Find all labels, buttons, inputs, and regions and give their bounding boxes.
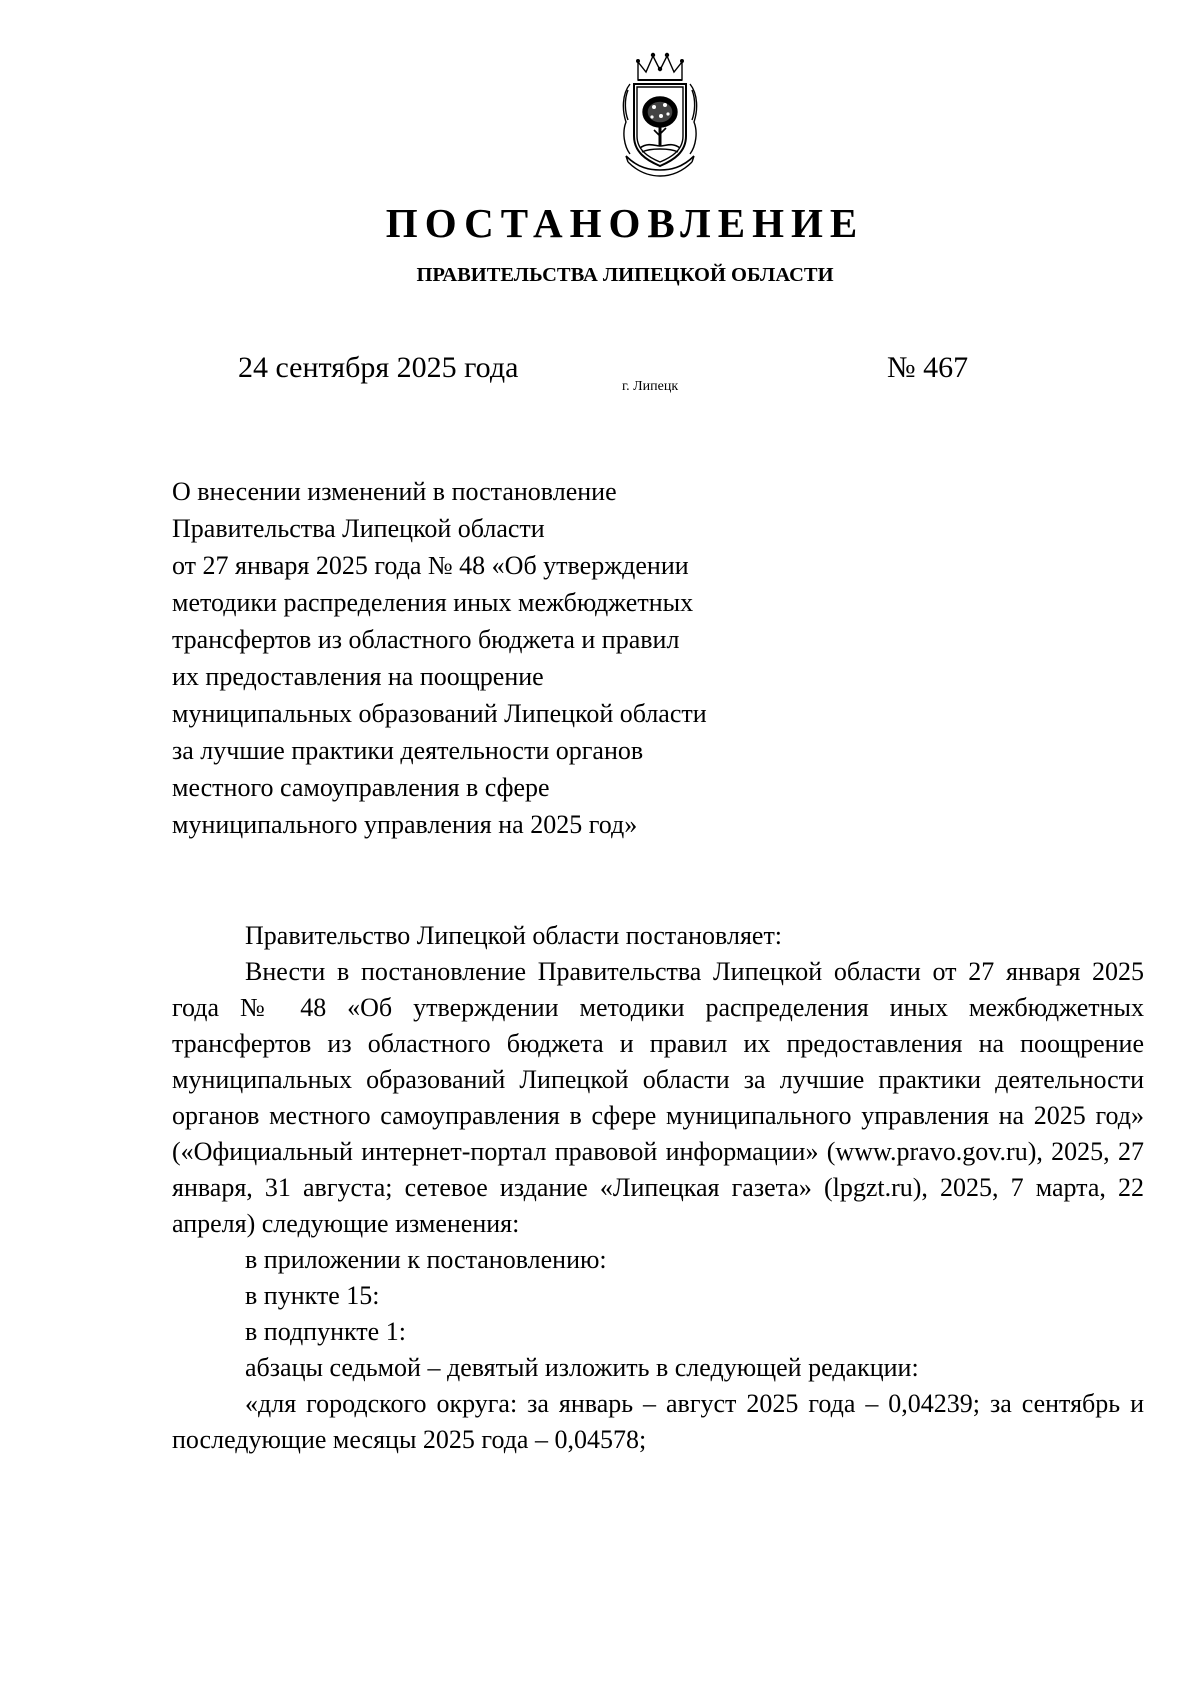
body-paragraph-clause: в пункте 15: bbox=[245, 1281, 380, 1310]
document-type-title: ПОСТАНОВЛЕНИЕ bbox=[385, 200, 865, 246]
body-paragraph-new-text: «для городского округа: за январь – август 2025 года – 0,04239; за сентябрь и последующие месяцы 2025 года – 0,04578; bbox=[172, 1389, 1144, 1454]
document-subject bbox=[172, 473, 792, 843]
subject-line: муниципальных образований Липецкой области bbox=[172, 699, 707, 728]
body-paragraph-subclause: в подпункте 1: bbox=[245, 1317, 406, 1346]
subject-line: местного самоуправления в сфере bbox=[172, 773, 550, 802]
subject-line: О внесении изменений в постановление bbox=[172, 477, 617, 506]
body-paragraph-amendment: Внести в постановление Правительства Липецкой области от 27 января 2025 года № 48 «Об утверждении методики распределения иных межбюджетных трансфертов из областного бюджета и правил их предоставления на поощрение муниципальных образований Липецкой области за лучшие практики деятельности органов местного самоуправления в сфере муниципального управления на 2025 год» («Официальный интернет-портал правовой информации» (www.pravo.gov.ru), 2025, 27 января, 31 августа; сетевое издание «Липецкая газета» (lpgzt.ru), 2025, 7 марта, 22 апреля) следующие изменения: bbox=[172, 957, 1144, 1238]
subject-line: от 27 января 2025 года № 48 «Об утверждении bbox=[172, 551, 689, 580]
document-number: № 467 bbox=[887, 351, 969, 384]
document-city: г. Липецк bbox=[622, 379, 679, 394]
subject-line: Правительства Липецкой области bbox=[172, 514, 545, 543]
subject-line: за лучшие практики деятельности органов bbox=[172, 736, 644, 765]
document-body bbox=[172, 918, 1144, 1458]
body-paragraph-resolution: Правительство Липецкой области постановляет: bbox=[245, 921, 783, 950]
issuing-authority: ПРАВИТЕЛЬСТВА ЛИПЕЦКОЙ ОБЛАСТИ bbox=[416, 264, 834, 286]
subject-line: муниципального управления на 2025 год» bbox=[172, 810, 638, 839]
coat-of-arms-icon bbox=[616, 50, 704, 178]
subject-line: их предоставления на поощрение bbox=[172, 662, 544, 691]
subject-line: методики распределения иных межбюджетных bbox=[172, 588, 694, 617]
subject-line: трансфертов из областного бюджета и правил bbox=[172, 625, 680, 654]
document-date: 24 сентября 2025 года bbox=[238, 351, 519, 384]
body-paragraph-appendix: в приложении к постановлению: bbox=[245, 1245, 607, 1274]
body-paragraph-instruction: абзацы седьмой – девятый изложить в следующей редакции: bbox=[245, 1353, 919, 1382]
